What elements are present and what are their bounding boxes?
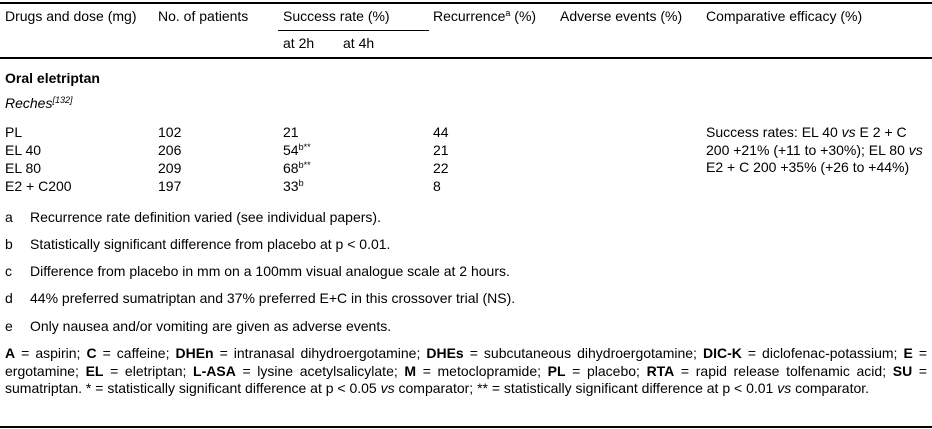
- abbr-def: = subcutaneous dihydroergotamine;: [463, 345, 703, 361]
- abbr-key: DHEn: [175, 345, 214, 361]
- abbr-key: RTA: [646, 362, 675, 379]
- abbr-key: E: [903, 345, 913, 361]
- cell-patients: 206: [158, 142, 182, 158]
- abbr-def: = caffeine;: [96, 345, 176, 361]
- abbr-key: SU: [892, 362, 913, 379]
- author-name: Reches: [5, 95, 53, 111]
- table-top-rule: [0, 2, 932, 4]
- abbr-key: DIC-K: [702, 345, 742, 361]
- footnote-letter: e: [5, 318, 13, 334]
- header-comparative-efficacy: Comparative efficacy (%): [706, 8, 863, 24]
- footnote-text: Recurrence rate definition varied (see individual papers).: [30, 209, 381, 225]
- cell-drug: EL 40: [5, 142, 42, 158]
- header-at-2h: at 2h: [283, 35, 315, 51]
- success-sup: b: [298, 178, 304, 188]
- header-recurrence-sup: a: [505, 8, 511, 18]
- cell-patients: 197: [158, 178, 182, 194]
- comparative-vs: vs: [841, 124, 856, 140]
- abbr-key: C: [86, 345, 97, 361]
- cell-recurrence: 8: [433, 178, 441, 194]
- abbr-key: EL: [85, 362, 104, 379]
- footnote-letter: a: [5, 209, 13, 225]
- abbr-def: = eletriptan;: [103, 362, 194, 379]
- footnote-text: 44% preferred sumatriptan and 37% preferred E+C in this crossover trial (NS).: [30, 290, 516, 306]
- cell-success-2h: [283, 160, 311, 177]
- footnote-letter: c: [5, 263, 12, 279]
- abbr-key: DHEs: [426, 345, 464, 361]
- footnote-text: Difference from placebo in mm on a 100mm visual analogue scale at 2 hours.: [30, 263, 510, 279]
- cell-success-2h: [283, 178, 304, 195]
- abbr-def: comparator; ** = statistically significant difference at p < 0.01: [394, 380, 778, 396]
- success-value: 21: [283, 124, 299, 140]
- abbr-def: = aspirin;: [15, 345, 87, 361]
- success-sup: b**: [298, 142, 311, 152]
- header-success-rate: Success rate (%): [283, 8, 390, 24]
- header-recurrence-unit: (%): [510, 8, 537, 24]
- comparative-part: E2 + C 200 +35% (+26 to +44%): [706, 159, 910, 175]
- footnote-text: Only nausea and/or vomiting are given as adverse events.: [30, 318, 392, 334]
- cell-recurrence: 22: [433, 160, 449, 176]
- abbr-key: L-ASA: [193, 362, 236, 379]
- footnote-letter: b: [5, 236, 13, 252]
- success-header-rule: [278, 30, 429, 31]
- header-patients: No. of patients: [158, 8, 249, 24]
- success-value: 33: [283, 178, 299, 194]
- cell-drug: PL: [5, 124, 23, 140]
- abbr-def: = ergotamine;: [5, 345, 927, 379]
- header-drugs: Drugs and dose (mg): [5, 8, 137, 24]
- success-sup: b**: [298, 160, 311, 170]
- abbr-key: PL: [547, 362, 566, 379]
- cell-drug: E2 + C200: [5, 178, 72, 194]
- abbr-def: = rapid release tolfenamic acid;: [674, 362, 893, 379]
- abbr-vs: vs: [380, 380, 395, 396]
- abbr-vs: vs: [777, 380, 792, 396]
- comparative-part: E 2 + C 200 +21% (+11 to +30%); EL 80: [706, 124, 909, 158]
- footnote-text: Statistically significant difference from placebo at p < 0.01.: [30, 236, 391, 252]
- cell-patients: 209: [158, 160, 182, 176]
- cell-recurrence: 21: [433, 142, 449, 158]
- header-recurrence: [433, 8, 536, 25]
- cell-patients: 102: [158, 124, 182, 140]
- abbr-key: M: [404, 362, 417, 379]
- cell-drug: EL 80: [5, 160, 42, 176]
- header-bottom-rule: [0, 57, 932, 59]
- section-author: [5, 95, 73, 112]
- abbr-def: = intranasal dihydroergotamine;: [213, 345, 427, 361]
- author-reference: [132]: [52, 95, 73, 105]
- abbreviations-note: [5, 345, 927, 398]
- cell-recurrence: 44: [433, 124, 449, 140]
- header-adverse-events: Adverse events (%): [560, 8, 683, 24]
- section-title: Oral eletriptan: [5, 70, 100, 86]
- cell-success-2h: [283, 142, 311, 159]
- table-bottom-rule: [0, 426, 932, 428]
- success-value: 54: [283, 142, 299, 158]
- comparative-vs: vs: [908, 141, 923, 158]
- cell-success-2h: [283, 124, 299, 141]
- abbr-def: = placebo;: [565, 362, 647, 379]
- success-value: 68: [283, 160, 299, 176]
- cell-comparative-efficacy: [706, 124, 928, 177]
- footnote-letter: d: [5, 290, 13, 306]
- header-recurrence-label: Recurrence: [433, 8, 506, 24]
- abbr-def: = lysine acetylsalicylate;: [235, 362, 405, 379]
- abbr-def: = sumatriptan. * = statistically significant difference at p < 0.05: [5, 362, 928, 396]
- abbr-def: comparator.: [791, 380, 870, 396]
- abbr-def: = diclofenac-potassium;: [741, 345, 904, 361]
- abbr-def: = metoclopramide;: [416, 362, 548, 379]
- abbr-key: A: [5, 345, 16, 361]
- header-at-4h: at 4h: [343, 35, 375, 51]
- comparative-part: Success rates: EL 40: [706, 124, 842, 140]
